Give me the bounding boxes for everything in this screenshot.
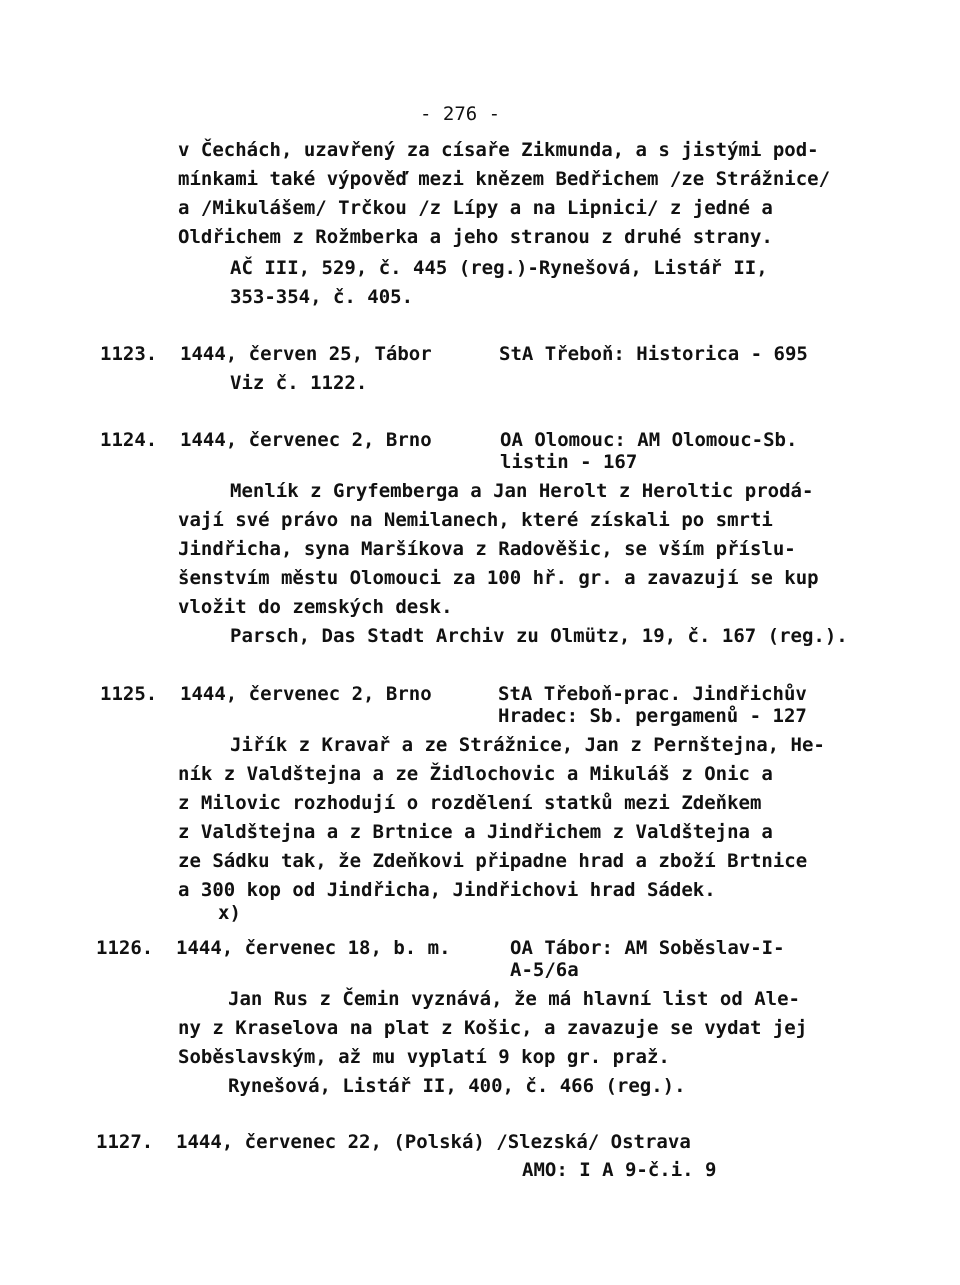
entry-date-place: 1444, červenec 22, (Polská) /Slezská/ Ostrava — [176, 1131, 691, 1153]
entry-date-place: 1444, červenec 2, Brno — [180, 683, 432, 705]
entry-body-line: ny z Kraselova na plat z Košic, a zavazuje se vydat jej — [178, 1017, 808, 1039]
entry-body-line: vají své právo na Nemilanech, které získali po smrti — [178, 509, 773, 531]
page-number: - 276 - — [420, 103, 501, 125]
entry-archive: StA Třeboň-prac. Jindřichův — [498, 683, 807, 705]
entry-archive: A-5/6a — [510, 959, 579, 981]
entry-date-place: 1444, červen 25, Tábor — [180, 343, 432, 365]
entry-body-line: a 300 kop od Jindřicha, Jindřichovi hrad Sádek. — [178, 879, 716, 901]
entry-number: 1124. — [100, 429, 158, 451]
entry-archive: listin - 167 — [500, 451, 638, 473]
entry-body-line: Jiřík z Kravař a ze Strážnice, Jan z Pernštejna, He- — [230, 734, 825, 756]
entry-citation: Parsch, Das Stadt Archiv zu Olmütz, 19, č. 167 (reg.). — [230, 625, 848, 647]
entry-archive: OA Olomouc: AM Olomouc-Sb. — [500, 429, 798, 451]
entry-body-line: Jan Rus z Čemin vyznává, že má hlavní list od Ale- — [228, 988, 800, 1010]
entry-body-line: ze Sádku tak, že Zdeňkovi připadne hrad a zboží Brtnice — [178, 850, 808, 872]
continuation-line: Oldřichem z Rožmberka a jeho stranou z druhé strany. — [178, 226, 773, 248]
entry-footnote-mark: x) — [218, 902, 241, 924]
entry-body-line: vložit do zemských desk. — [178, 596, 453, 618]
entry-body-line: z Valdštejna a z Brtnice a Jindřichem z Valdštejna a — [178, 821, 773, 843]
entry-archive: Hradec: Sb. pergamenů - 127 — [498, 705, 807, 727]
entry-number: 1126. — [96, 937, 154, 959]
continuation-line: v Čechách, uzavřený za císaře Zikmunda, a s jistými pod- — [178, 139, 819, 161]
entry-citation: Rynešová, Listář II, 400, č. 466 (reg.). — [228, 1075, 686, 1097]
entry-body-line: Viz č. 1122. — [230, 372, 368, 394]
entry-date-place: 1444, červenec 18, b. m. — [176, 937, 451, 959]
entry-number: 1125. — [100, 683, 158, 705]
continuation-citation: 353-354, č. 405. — [230, 286, 414, 308]
continuation-line: mínkami také výpověď mezi knězem Bedřichem /ze Strážnice/ — [178, 168, 831, 190]
continuation-line: a /Mikulášem/ Trčkou /z Lípy a na Lipnici/ z jedné a — [178, 197, 773, 219]
entry-archive: AMO: I A 9-č.i. 9 — [522, 1159, 717, 1181]
entry-archive: OA Tábor: AM Soběslav-I- — [510, 937, 785, 959]
continuation-citation: AČ III, 529, č. 445 (reg.)-Rynešová, Listář II, — [230, 257, 768, 279]
entry-date-place: 1444, červenec 2, Brno — [180, 429, 432, 451]
entry-number: 1127. — [96, 1131, 154, 1153]
entry-number: 1123. — [100, 343, 158, 365]
entry-body-line: ník z Valdštejna a ze Židlochovic a Mikuláš z Onic a — [178, 763, 773, 785]
entry-body-line: Menlík z Gryfemberga a Jan Herolt z Heroltic prodá- — [230, 480, 814, 502]
entry-body-line: šenstvím městu Olomouci za 100 hř. gr. a zavazují se kup — [178, 567, 819, 589]
entry-body-line: Soběslavským, až mu vyplatí 9 kop gr. praž. — [178, 1046, 670, 1068]
entry-body-line: Jindřicha, syna Maršíkova z Radověšic, se vším příslu- — [178, 538, 796, 560]
entry-body-line: z Milovic rozhodují o rozdělení statků mezi Zdeňkem — [178, 792, 762, 814]
entry-archive: StA Třeboň: Historica - 695 — [499, 343, 808, 365]
